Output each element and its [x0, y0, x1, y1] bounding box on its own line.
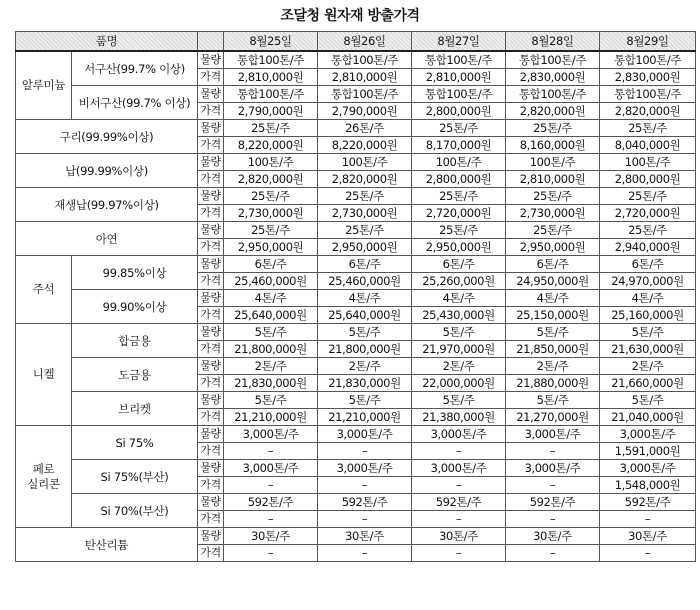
price-label: 가격: [198, 103, 224, 120]
table-row: [16, 256, 696, 273]
price-cell: 8,220,000원: [224, 137, 318, 154]
quantity-cell: 25톤/주: [600, 222, 696, 239]
quantity-cell: 통합100톤/주: [412, 51, 506, 69]
quantity-cell: 3,000톤/주: [318, 460, 412, 477]
price-cell: 1,591,000원: [600, 443, 696, 460]
table-body: [16, 51, 696, 562]
header-row: [16, 32, 696, 52]
price-cell: 2,790,000원: [224, 103, 318, 120]
category-cell: 구리(99.99%이상): [16, 120, 198, 154]
price-cell: 21,380,000원: [412, 409, 506, 426]
quantity-cell: 100톤/주: [224, 154, 318, 171]
quantity-label: 물량: [198, 120, 224, 137]
price-label: 가격: [198, 545, 224, 562]
price-cell: 25,430,000원: [412, 307, 506, 324]
subcategory-cell: 비서구산(99.7% 이상): [72, 86, 198, 120]
quantity-cell: 592톤/주: [600, 494, 696, 511]
quantity-cell: 25톤/주: [412, 222, 506, 239]
price-cell: 2,790,000원: [318, 103, 412, 120]
price-cell: –: [412, 511, 506, 528]
price-label: 가격: [198, 477, 224, 494]
quantity-cell: 통합100톤/주: [600, 51, 696, 69]
quantity-label: 물량: [198, 222, 224, 239]
quantity-cell: 6톤/주: [600, 256, 696, 273]
price-table: [15, 31, 696, 562]
quantity-cell: 5톤/주: [318, 392, 412, 409]
price-cell: 8,170,000원: [412, 137, 506, 154]
quantity-cell: 30톤/주: [224, 528, 318, 545]
quantity-cell: 4톤/주: [412, 290, 506, 307]
price-cell: –: [506, 511, 600, 528]
quantity-cell: 100톤/주: [506, 154, 600, 171]
quantity-label: 물량: [198, 290, 224, 307]
price-label: 가격: [198, 137, 224, 154]
quantity-cell: 5톤/주: [224, 392, 318, 409]
quantity-cell: 통합100톤/주: [318, 51, 412, 69]
quantity-cell: 592톤/주: [506, 494, 600, 511]
price-cell: 2,720,000원: [600, 205, 696, 222]
quantity-cell: 25톤/주: [318, 222, 412, 239]
price-label: 가격: [198, 205, 224, 222]
price-cell: 2,800,000원: [600, 171, 696, 188]
price-cell: 8,220,000원: [318, 137, 412, 154]
price-cell: 25,640,000원: [224, 307, 318, 324]
quantity-label: 물량: [198, 426, 224, 443]
quantity-label: 물량: [198, 86, 224, 103]
price-cell: 2,830,000원: [506, 69, 600, 86]
category-cell: 알루미늄: [16, 51, 72, 120]
price-cell: 2,950,000원: [318, 239, 412, 256]
subcategory-cell: 99.85%이상: [72, 256, 198, 290]
table-row: [16, 324, 696, 341]
table-row: [16, 460, 696, 477]
quantity-cell: 6톤/주: [506, 256, 600, 273]
header-date: 8월29일: [600, 32, 696, 52]
price-cell: 2,810,000원: [412, 69, 506, 86]
price-cell: –: [412, 477, 506, 494]
price-cell: –: [506, 443, 600, 460]
subcategory-cell: 서구산(99.7% 이상): [72, 51, 198, 86]
price-cell: 25,640,000원: [318, 307, 412, 324]
quantity-cell: 4톤/주: [224, 290, 318, 307]
header-date: 8월25일: [224, 32, 318, 52]
quantity-cell: 25톤/주: [412, 120, 506, 137]
price-cell: 21,270,000원: [506, 409, 600, 426]
quantity-cell: 3,000톤/주: [412, 426, 506, 443]
quantity-cell: 5톤/주: [600, 324, 696, 341]
price-cell: 8,160,000원: [506, 137, 600, 154]
quantity-cell: 통합100톤/주: [506, 51, 600, 69]
quantity-cell: 통합100톤/주: [412, 86, 506, 103]
price-cell: 22,000,000원: [412, 375, 506, 392]
quantity-cell: 2톤/주: [600, 358, 696, 375]
price-cell: 2,800,000원: [412, 171, 506, 188]
price-cell: 2,810,000원: [224, 69, 318, 86]
price-cell: –: [318, 511, 412, 528]
price-cell: –: [318, 443, 412, 460]
price-cell: 2,810,000원: [506, 171, 600, 188]
quantity-cell: 통합100톤/주: [224, 51, 318, 69]
price-cell: –: [224, 443, 318, 460]
subcategory-cell: Si 75%(부산): [72, 460, 198, 494]
quantity-cell: 3,000톤/주: [506, 460, 600, 477]
quantity-cell: 100톤/주: [318, 154, 412, 171]
quantity-label: 물량: [198, 460, 224, 477]
price-cell: 25,460,000원: [224, 273, 318, 290]
price-cell: 2,730,000원: [506, 205, 600, 222]
price-label: 가격: [198, 341, 224, 358]
price-cell: 8,040,000원: [600, 137, 696, 154]
page-title: 조달청 원자재 방출가격: [280, 8, 420, 24]
quantity-cell: 5톤/주: [318, 324, 412, 341]
quantity-cell: 25톤/주: [318, 188, 412, 205]
quantity-cell: 25톤/주: [224, 222, 318, 239]
quantity-cell: 5톤/주: [600, 392, 696, 409]
quantity-cell: 통합100톤/주: [506, 86, 600, 103]
quantity-cell: 5톤/주: [506, 392, 600, 409]
quantity-cell: 2톤/주: [412, 358, 506, 375]
price-cell: 21,970,000원: [412, 341, 506, 358]
quantity-cell: 3,000톤/주: [506, 426, 600, 443]
price-label: 가격: [198, 171, 224, 188]
quantity-cell: 30톤/주: [318, 528, 412, 545]
quantity-cell: 3,000톤/주: [412, 460, 506, 477]
price-cell: 21,850,000원: [506, 341, 600, 358]
price-cell: –: [224, 477, 318, 494]
quantity-cell: 100톤/주: [600, 154, 696, 171]
price-cell: 2,940,000원: [600, 239, 696, 256]
quantity-cell: 5톤/주: [412, 392, 506, 409]
price-cell: –: [318, 545, 412, 562]
price-cell: 2,830,000원: [600, 69, 696, 86]
quantity-cell: 30톤/주: [412, 528, 506, 545]
table-row: [16, 51, 696, 69]
header-blank: [198, 32, 224, 52]
price-label: 가격: [198, 239, 224, 256]
table-row: [16, 392, 696, 409]
price-cell: –: [506, 545, 600, 562]
quantity-cell: 3,000톤/주: [600, 426, 696, 443]
quantity-cell: 통합100톤/주: [600, 86, 696, 103]
price-cell: 21,040,000원: [600, 409, 696, 426]
quantity-cell: 25톤/주: [224, 120, 318, 137]
quantity-cell: 2톤/주: [506, 358, 600, 375]
quantity-cell: 100톤/주: [412, 154, 506, 171]
price-cell: –: [600, 545, 696, 562]
quantity-cell: 592톤/주: [412, 494, 506, 511]
corner-text: [562, 0, 692, 6]
quantity-cell: 4톤/주: [506, 290, 600, 307]
category-cell: 아연: [16, 222, 198, 256]
quantity-cell: 26톤/주: [318, 120, 412, 137]
quantity-cell: 592톤/주: [224, 494, 318, 511]
quantity-cell: 25톤/주: [412, 188, 506, 205]
price-cell: 2,820,000원: [600, 103, 696, 120]
table-row: [16, 154, 696, 171]
quantity-cell: 25톤/주: [506, 120, 600, 137]
price-label: 가격: [198, 511, 224, 528]
price-cell: 2,820,000원: [224, 171, 318, 188]
subcategory-cell: 합금용: [72, 324, 198, 358]
category-cell: 재생납(99.97%이상): [16, 188, 198, 222]
quantity-label: 물량: [198, 154, 224, 171]
subcategory-cell: 99.90%이상: [72, 290, 198, 324]
price-cell: 2,730,000원: [224, 205, 318, 222]
category-cell: 니켈: [16, 324, 72, 426]
quantity-cell: 3,000톤/주: [318, 426, 412, 443]
table-row: [16, 426, 696, 443]
table-row: [16, 188, 696, 205]
price-cell: 21,210,000원: [224, 409, 318, 426]
quantity-cell: 25톤/주: [224, 188, 318, 205]
price-cell: –: [224, 511, 318, 528]
price-cell: 21,660,000원: [600, 375, 696, 392]
price-cell: 21,800,000원: [224, 341, 318, 358]
quantity-cell: 통합100톤/주: [224, 86, 318, 103]
price-cell: 2,950,000원: [506, 239, 600, 256]
price-cell: 21,880,000원: [506, 375, 600, 392]
price-cell: 21,830,000원: [318, 375, 412, 392]
quantity-cell: 6톤/주: [224, 256, 318, 273]
price-label: 가격: [198, 273, 224, 290]
price-cell: 2,730,000원: [318, 205, 412, 222]
table-header: [16, 32, 696, 52]
quantity-cell: 5톤/주: [412, 324, 506, 341]
price-label: 가격: [198, 375, 224, 392]
table-row: [16, 528, 696, 545]
quantity-cell: 25톤/주: [600, 188, 696, 205]
table-row: [16, 290, 696, 307]
price-cell: –: [506, 477, 600, 494]
price-cell: –: [412, 545, 506, 562]
quantity-cell: 25톤/주: [506, 188, 600, 205]
quantity-label: 물량: [198, 256, 224, 273]
subcategory-cell: Si 70%(부산): [72, 494, 198, 528]
quantity-cell: 25톤/주: [600, 120, 696, 137]
price-cell: 2,820,000원: [506, 103, 600, 120]
price-label: 가격: [198, 409, 224, 426]
quantity-cell: 2톤/주: [224, 358, 318, 375]
quantity-cell: 2톤/주: [318, 358, 412, 375]
quantity-cell: 25톤/주: [506, 222, 600, 239]
quantity-cell: 5톤/주: [224, 324, 318, 341]
price-label: 가격: [198, 443, 224, 460]
price-cell: 25,160,000원: [600, 307, 696, 324]
quantity-cell: 3,000톤/주: [600, 460, 696, 477]
header-item: 품명: [16, 32, 198, 52]
quantity-label: 물량: [198, 528, 224, 545]
quantity-cell: 3,000톤/주: [224, 426, 318, 443]
header-date: 8월26일: [318, 32, 412, 52]
quantity-label: 물량: [198, 392, 224, 409]
header-date: 8월27일: [412, 32, 506, 52]
header-date: 8월28일: [506, 32, 600, 52]
quantity-label: 물량: [198, 324, 224, 341]
subcategory-cell: Si 75%: [72, 426, 198, 460]
price-cell: –: [224, 545, 318, 562]
price-cell: –: [412, 443, 506, 460]
subcategory-cell: 브리켓: [72, 392, 198, 426]
quantity-cell: 30톤/주: [600, 528, 696, 545]
price-cell: 21,800,000원: [318, 341, 412, 358]
price-cell: 1,548,000원: [600, 477, 696, 494]
quantity-label: 물량: [198, 51, 224, 69]
table-row: [16, 494, 696, 511]
quantity-cell: 4톤/주: [318, 290, 412, 307]
quantity-cell: 6톤/주: [412, 256, 506, 273]
price-cell: 21,630,000원: [600, 341, 696, 358]
table-row: [16, 86, 696, 103]
price-cell: 24,970,000원: [600, 273, 696, 290]
quantity-label: 물량: [198, 494, 224, 511]
table-row: [16, 120, 696, 137]
price-cell: 25,260,000원: [412, 273, 506, 290]
price-cell: 25,150,000원: [506, 307, 600, 324]
quantity-cell: 통합100톤/주: [318, 86, 412, 103]
price-cell: 2,800,000원: [412, 103, 506, 120]
table-row: [16, 358, 696, 375]
price-cell: –: [600, 511, 696, 528]
price-cell: 2,810,000원: [318, 69, 412, 86]
quantity-cell: 5톤/주: [506, 324, 600, 341]
price-cell: 25,460,000원: [318, 273, 412, 290]
subcategory-cell: 도금용: [72, 358, 198, 392]
quantity-cell: 592톤/주: [318, 494, 412, 511]
price-cell: 2,720,000원: [412, 205, 506, 222]
quantity-label: 물량: [198, 358, 224, 375]
price-label: 가격: [198, 307, 224, 324]
price-cell: 24,950,000원: [506, 273, 600, 290]
quantity-cell: 30톤/주: [506, 528, 600, 545]
quantity-cell: 4톤/주: [600, 290, 696, 307]
price-cell: –: [318, 477, 412, 494]
category-cell: 납(99.99%이상): [16, 154, 198, 188]
price-label: 가격: [198, 69, 224, 86]
category-cell: 페로 실리콘: [16, 426, 72, 528]
price-cell: 21,830,000원: [224, 375, 318, 392]
table-row: [16, 222, 696, 239]
quantity-cell: 6톤/주: [318, 256, 412, 273]
price-cell: 2,820,000원: [318, 171, 412, 188]
price-cell: 2,950,000원: [224, 239, 318, 256]
price-cell: 2,950,000원: [412, 239, 506, 256]
price-cell: 21,210,000원: [318, 409, 412, 426]
category-cell: 주석: [16, 256, 72, 324]
quantity-label: 물량: [198, 188, 224, 205]
quantity-cell: 3,000톤/주: [224, 460, 318, 477]
category-cell: 탄산리튬: [16, 528, 198, 562]
